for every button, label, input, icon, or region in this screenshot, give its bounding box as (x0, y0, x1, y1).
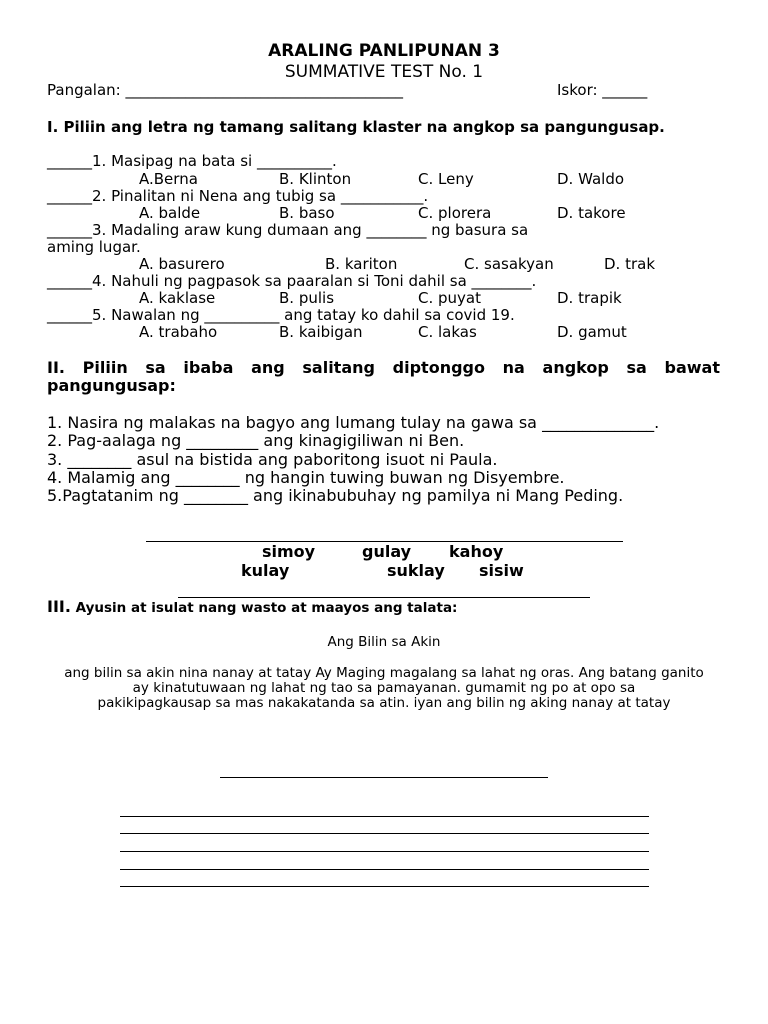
choice-3a: A. basurero (139, 255, 225, 273)
question-3: ______3. Madaling araw kung dumaan ang ________ ng basura sa (47, 221, 529, 239)
sentence-2: 2. Pag-aalaga ng _________ ang kinagigiliwan ni Ben. (47, 431, 465, 450)
choice-4b: B. pulis (279, 289, 335, 307)
section-3-heading (47, 599, 457, 616)
section-3-number: III. (47, 597, 71, 616)
choice-4a: A. kaklase (139, 289, 216, 307)
question-2: ______2. Pinalitan ni Nena ang tubig sa ___________. (47, 187, 429, 205)
choice-1d: D. Waldo (557, 170, 625, 188)
choice-5a: A. trabaho (139, 323, 218, 341)
answer-line-2 (120, 833, 649, 834)
choice-1c: C. Leny (418, 170, 474, 188)
sentence-5: 5.Pagtatanim ng ________ ang ikinabubuhay ng pamilya ni Mang Peding. (47, 486, 624, 505)
word-simoy: simoy (262, 542, 316, 561)
question-3-continued: aming lugar. (47, 238, 141, 256)
word-sisiw: sisiw (479, 561, 524, 580)
section-3-instruction: Ayusin at isulat nang wasto at maayos ang talata: (70, 600, 458, 616)
score-field-line: Iskor: ______ (557, 81, 648, 99)
sentence-4: 4. Malamig ang ________ ng hangin tuwing buwan ng Disyembre. (47, 468, 565, 487)
choice-3d: D. trak (604, 255, 656, 273)
answer-title-line (220, 777, 548, 778)
question-5: ______5. Nawalan ng __________ ang tatay ko dahil sa covid 19. (47, 306, 515, 324)
answer-line-5 (120, 886, 649, 887)
paragraph-line-2: ay kinatutuwaan ng lahat ng tao sa pamayanan. gumamit ng po at opo sa (132, 680, 636, 696)
paragraph-line-1: ang bilin sa akin nina nanay at tatay Ay Maging magalang sa lahat ng oras. Ang batang ganito (64, 665, 704, 681)
subject-title: ARALING PANLIPUNAN 3 (268, 41, 500, 61)
answer-line-3 (120, 851, 649, 852)
choice-2b: B. baso (279, 204, 335, 222)
choice-2c: C. plorera (418, 204, 492, 222)
name-field-line: Pangalan: _____________________________________ (47, 81, 403, 99)
choice-5c: C. lakas (418, 323, 477, 341)
word-kulay: kulay (241, 561, 290, 580)
section-2-heading-line1: II. Piliin sa ibaba ang salitang diptonggo na angkop sa bawat (47, 358, 720, 377)
choice-4c: C. puyat (418, 289, 481, 307)
word-kahoy: kahoy (449, 542, 504, 561)
choice-3c: C. sasakyan (464, 255, 554, 273)
choice-4d: D. trapik (557, 289, 622, 307)
choice-5b: B. kaibigan (279, 323, 363, 341)
section-1-heading: I. Piliin ang letra ng tamang salitang klaster na angkop sa pangungusap. (47, 118, 665, 136)
answer-line-1 (120, 816, 649, 817)
answer-line-4 (120, 869, 649, 870)
question-4: ______4. Nahuli ng pagpasok sa paaralan si Toni dahil sa ________. (47, 272, 537, 290)
choice-1a: A.Berna (139, 170, 198, 188)
sentence-1: 1. Nasira ng malakas na bagyo ang lumang tulay na gawa sa ______________. (47, 413, 660, 432)
choice-2a: A. balde (139, 204, 201, 222)
section-2-heading-line2: pangungusap: (47, 376, 176, 395)
paragraph-title: Ang Bilin sa Akin (327, 634, 441, 650)
test-subtitle: SUMMATIVE TEST No. 1 (284, 62, 484, 82)
choice-3b: B. kariton (325, 255, 398, 273)
paragraph-line-3: pakikipagkausap sa mas nakakatanda sa atin. iyan ang bilin ng aking nanay at tatay (97, 695, 671, 711)
choice-2d: D. takore (557, 204, 626, 222)
choice-5d: D. gamut (557, 323, 627, 341)
choice-1b: B. Klinton (279, 170, 352, 188)
word-suklay: suklay (387, 561, 445, 580)
word-box-bottom-line (178, 597, 590, 598)
word-gulay: gulay (362, 542, 412, 561)
question-1: ______1. Masipag na bata si __________. (47, 152, 337, 170)
sentence-3: 3. ________ asul na bistida ang paboritong isuot ni Paula. (47, 450, 498, 469)
